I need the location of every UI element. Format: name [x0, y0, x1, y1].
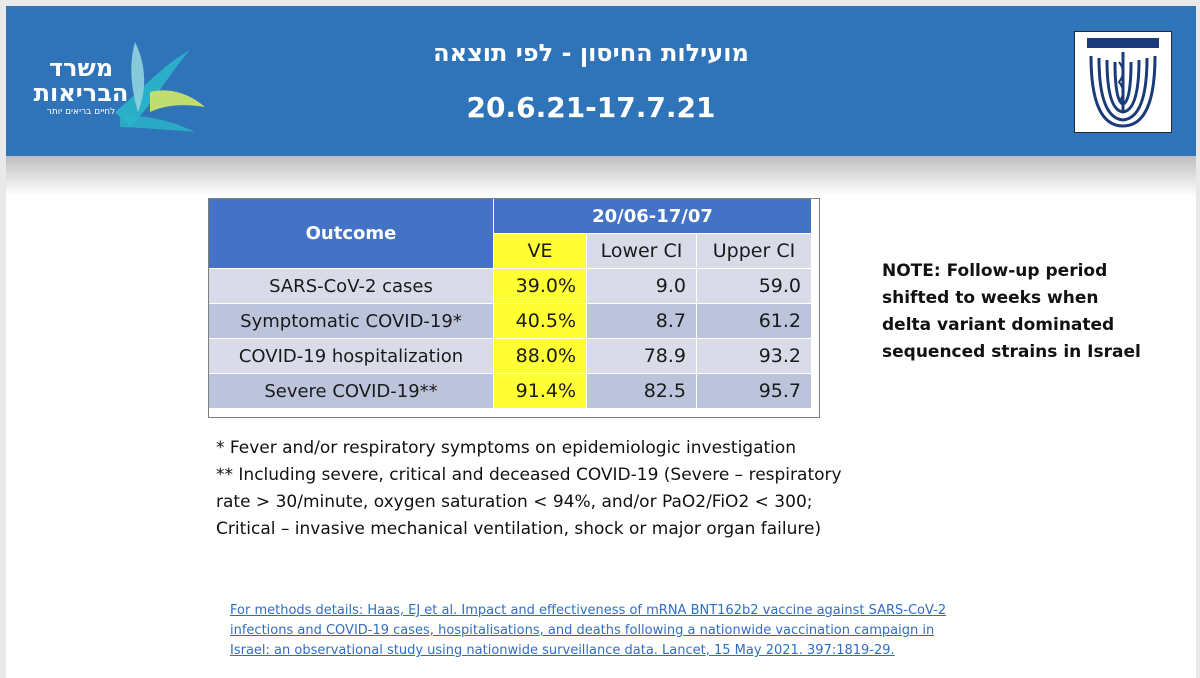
header-shadow: [6, 156, 1196, 196]
note-line: NOTE: Follow-up period: [882, 261, 1108, 281]
upper-ci-cell: 59.0: [697, 269, 812, 304]
table-row: [209, 374, 812, 409]
ministry-logo-text: [26, 56, 136, 118]
outcome-header: Outcome: [209, 199, 494, 269]
footnotes: [216, 435, 916, 543]
slide: [6, 6, 1196, 678]
upper-ci-cell: 95.7: [697, 374, 812, 409]
logo-line-2: הבריאות: [33, 79, 129, 107]
date-range-title: 20.6.21-17.7.21: [466, 91, 716, 124]
lower-ci-cell: 8.7: [587, 304, 697, 339]
title-block: [306, 36, 876, 128]
page-title: מועילות החיסון - לפי תוצאה: [433, 39, 749, 67]
lower-ci-column-header: Lower CI: [587, 234, 697, 269]
outcome-cell: Symptomatic COVID-19*: [209, 304, 494, 339]
vaccine-effectiveness-table: [208, 198, 812, 409]
period-header: 20/06-17/07: [494, 199, 812, 234]
logo-line-1: משרד: [48, 54, 114, 82]
footnote-1: * Fever and/or respiratory symptoms on epidemiologic investigation: [216, 438, 797, 458]
upper-ci-column-header: Upper CI: [697, 234, 812, 269]
note-line: sequenced strains in Israel: [882, 342, 1141, 362]
outcome-cell: SARS-CoV-2 cases: [209, 269, 494, 304]
reference-line[interactable]: Israel: an observational study using nationwide surveillance data. Lancet, 15 May 2021. 397:1819-29.: [230, 643, 895, 658]
header-banner: [6, 6, 1196, 156]
upper-ci-cell: 93.2: [697, 339, 812, 374]
ve-cell: 39.0%: [494, 269, 587, 304]
note-line: delta variant dominated: [882, 315, 1115, 335]
reference-line[interactable]: infections and COVID-19 cases, hospitalisations, and deaths following a nationwide vaccination campaign in: [230, 623, 935, 638]
footnote-2-line: ** Including severe, critical and deceased COVID-19 (Severe – respiratory: [216, 465, 842, 485]
lower-ci-cell: 82.5: [587, 374, 697, 409]
ministry-emblem: [1074, 31, 1172, 133]
ministry-of-health-logo: [20, 32, 210, 142]
note-line: shifted to weeks when: [882, 288, 1099, 308]
logo-tagline: לחיים בריאים יותר: [46, 107, 116, 117]
ve-cell: 88.0%: [494, 339, 587, 374]
lower-ci-cell: 9.0: [587, 269, 697, 304]
footnote-2-line: rate > 30/minute, oxygen saturation < 94%, and/or PaO2/FiO2 < 300;: [216, 492, 813, 512]
table-row: [209, 269, 812, 304]
ve-cell: 40.5%: [494, 304, 587, 339]
table-row: [209, 339, 812, 374]
menorah-emblem-icon: [1075, 32, 1171, 132]
outcome-cell: Severe COVID-19**: [209, 374, 494, 409]
lower-ci-cell: 78.9: [587, 339, 697, 374]
ve-column-header: VE: [494, 234, 587, 269]
footnote-2-line: Critical – invasive mechanical ventilation, shock or major organ failure): [216, 519, 822, 539]
note-text: [882, 258, 1172, 366]
table-row: [209, 304, 812, 339]
outcome-cell: COVID-19 hospitalization: [209, 339, 494, 374]
upper-ci-cell: 61.2: [697, 304, 812, 339]
reference-link[interactable]: [230, 601, 1030, 661]
ve-cell: 91.4%: [494, 374, 587, 409]
reference-line[interactable]: For methods details: Haas, EJ et al. Impact and effectiveness of mRNA BNT162b2 vaccine against SARS-CoV-2: [230, 603, 947, 618]
